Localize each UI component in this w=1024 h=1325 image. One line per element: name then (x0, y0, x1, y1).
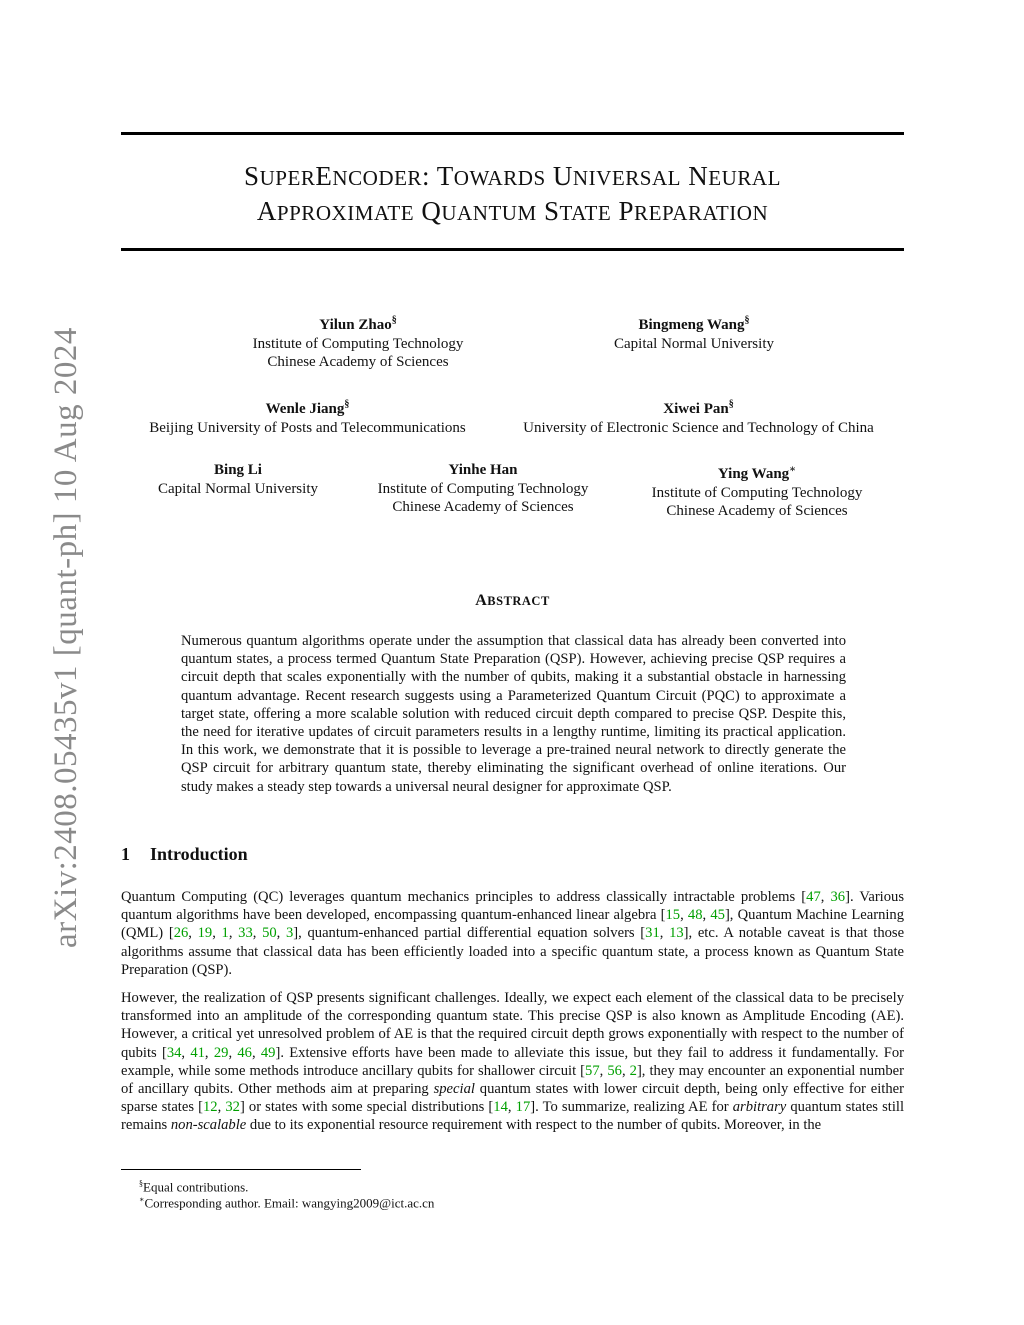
abstract-text: Numerous quantum algorithms operate under the assumption that classical data has already been converted into quantum states, a process termed Quantum State Preparation (QSP). However, achieving precise QSP requires a circuit depth that scales exponentially with the number of qubits, making it a substantial obstacle in harnessing quantum advantage. Recent research suggests using a Parameterized Quantum Circuit (PQC) to approximate a target state, offering a more scalable solution with reduced circuit depth compared to precise QSP. Despite this, the need for iterative updates of circuit parameters results in a lengthy runtime, limiting its practical application. In this work, we demonstrate that it is possible to leverage a pre-trained neural network to directly generate the QSP circuit for arbitrary quantum state, thereby eliminating the significant overhead of online iterations. Our study makes a steady step towards a universal neural designer for approximate QSP. (181, 633, 846, 795)
author-mark: § (744, 315, 750, 326)
citation-link[interactable]: 3 (286, 925, 294, 942)
author-affiliation: Chinese Academy of Sciences (267, 354, 449, 370)
author-affiliation: Institute of Computing Technology (252, 335, 464, 352)
author-name: Yilun Zhao (319, 317, 392, 333)
citation-link[interactable]: 32 (225, 1099, 240, 1116)
author-name: Bingmeng Wang (638, 317, 745, 333)
author-block (500, 396, 897, 437)
author-name: Wenle Jiang (265, 401, 345, 417)
abstract-heading: ABSTRACT (475, 592, 550, 609)
author-block (208, 312, 508, 372)
citation-link[interactable]: 50 (262, 925, 277, 942)
section-title: Introduction (150, 844, 248, 864)
author-block (627, 461, 887, 521)
arxiv-stamp: arXiv:2408.05435v1 [quant-ph] 10 Aug 2024 (48, 327, 84, 948)
citation-link[interactable]: 49 (260, 1044, 276, 1061)
section-heading (121, 844, 248, 865)
author-block (121, 396, 494, 437)
citation-link[interactable]: 33 (238, 925, 253, 942)
title-line-2: APPROXIMATE QUANTUM STATE PREPARATION (256, 196, 769, 226)
author-mark: § (391, 315, 397, 326)
footnote: ∗Corresponding author. Email: wangying2009@ict.ac.cn (139, 1195, 435, 1211)
citation-link[interactable]: 46 (237, 1044, 252, 1061)
author-block (138, 461, 338, 498)
author-block (544, 312, 844, 353)
citation-link[interactable]: 15 (665, 907, 681, 924)
title-top-rule (121, 132, 904, 135)
footnote-rule (121, 1169, 361, 1170)
citation-link[interactable]: 13 (669, 925, 684, 942)
author-mark: ∗ (789, 464, 797, 475)
author-affiliation: Institute of Computing Technology (377, 480, 589, 497)
author-affiliation: Chinese Academy of Sciences (392, 499, 574, 515)
citation-link[interactable]: 29 (213, 1044, 229, 1061)
author-affiliation: Chinese Academy of Sciences (666, 503, 848, 519)
author-block (353, 461, 613, 517)
citation-link[interactable]: 19 (197, 925, 213, 942)
author-affiliation: Capital Normal University (158, 480, 318, 497)
citation-link[interactable]: 17 (515, 1099, 531, 1116)
intro-paragraph-2: However, the realization of QSP presents significant challenges. Ideally, we expect each element of the classical data to be precisely transformed into an amplitude of the corresponding quantum state. This precise QSP is also known as Amplitude Encoding (AE). However, a critical yet unresolved problem of AE is that the required circuit depth grows exponentially with respect to the number of qubits [34, 41, 29, 46, 49]. Extensive efforts have been made to alleviate this issue, but they fail to address it fundamentally. For example, while some methods introduce ancillary qubits for shallower circuit [57, 56, 2], they may encounter an exponential number of ancillary qubits. Other methods aim at preparing special quantum states with lower circuit depth, being only effective for either sparse states [12, 32] or states with some special distributions [14, 17]. To summarize, realizing AE for arbitrary quantum states still remains non-scalable due to its exponential resource requirement with respect to the number of qubits. Moreover, in the (121, 990, 905, 1134)
author-name: Ying Wang (717, 466, 790, 482)
citation-link[interactable]: 1 (221, 925, 229, 942)
intro-paragraph-1: Quantum Computing (QC) leverages quantum mechanics principles to address classically intractable problems [47, 36]. Various quantum algorithms have been developed, encompassing quantum-enhanced linear algebra [15, 48, 45], Quantum Machine Learning (QML) [26, 19, 1, 33, 50, 3], quantum-enhanced partial differential equation solvers [31, 13], etc. A notable caveat is that those algorithms assume that classical data has been efficiently loaded into a specific quantum state, a process known as Quantum State Preparation (QSP). (121, 889, 905, 978)
citation-link[interactable]: 41 (190, 1044, 205, 1061)
author-affiliation: Capital Normal University (614, 335, 774, 352)
title-line-1: SUPERENCODER: TOWARDS UNIVERSAL NEURAL (244, 161, 781, 191)
citation-link[interactable]: 14 (493, 1099, 508, 1116)
citation-link[interactable]: 26 (173, 925, 189, 942)
author-affiliation: Beijing University of Posts and Telecommunications (149, 419, 466, 436)
author-affiliation: University of Electronic Science and Technology of China (523, 419, 874, 436)
footnote: §Equal contributions. (139, 1179, 249, 1195)
author-mark: § (728, 399, 734, 410)
citation-link[interactable]: 12 (202, 1099, 218, 1116)
citation-link[interactable]: 57 (585, 1062, 600, 1079)
author-name: Xiwei Pan (663, 401, 729, 417)
citation-link[interactable]: 2 (629, 1062, 637, 1079)
citation-link[interactable]: 56 (607, 1062, 622, 1079)
author-mark: § (344, 399, 350, 410)
citation-link[interactable]: 36 (830, 889, 846, 905)
paper-title (121, 160, 904, 230)
title-bottom-rule (121, 248, 904, 251)
citation-link[interactable]: 34 (166, 1044, 182, 1061)
author-affiliation: Institute of Computing Technology (651, 484, 863, 501)
citation-link[interactable]: 45 (710, 907, 725, 924)
section-number: 1 (121, 844, 130, 864)
citation-link[interactable]: 47 (806, 889, 821, 905)
author-name: Yinhe Han (448, 462, 518, 478)
citation-link[interactable]: 48 (687, 907, 703, 924)
author-name: Bing Li (214, 462, 262, 478)
citation-link[interactable]: 31 (645, 925, 660, 942)
